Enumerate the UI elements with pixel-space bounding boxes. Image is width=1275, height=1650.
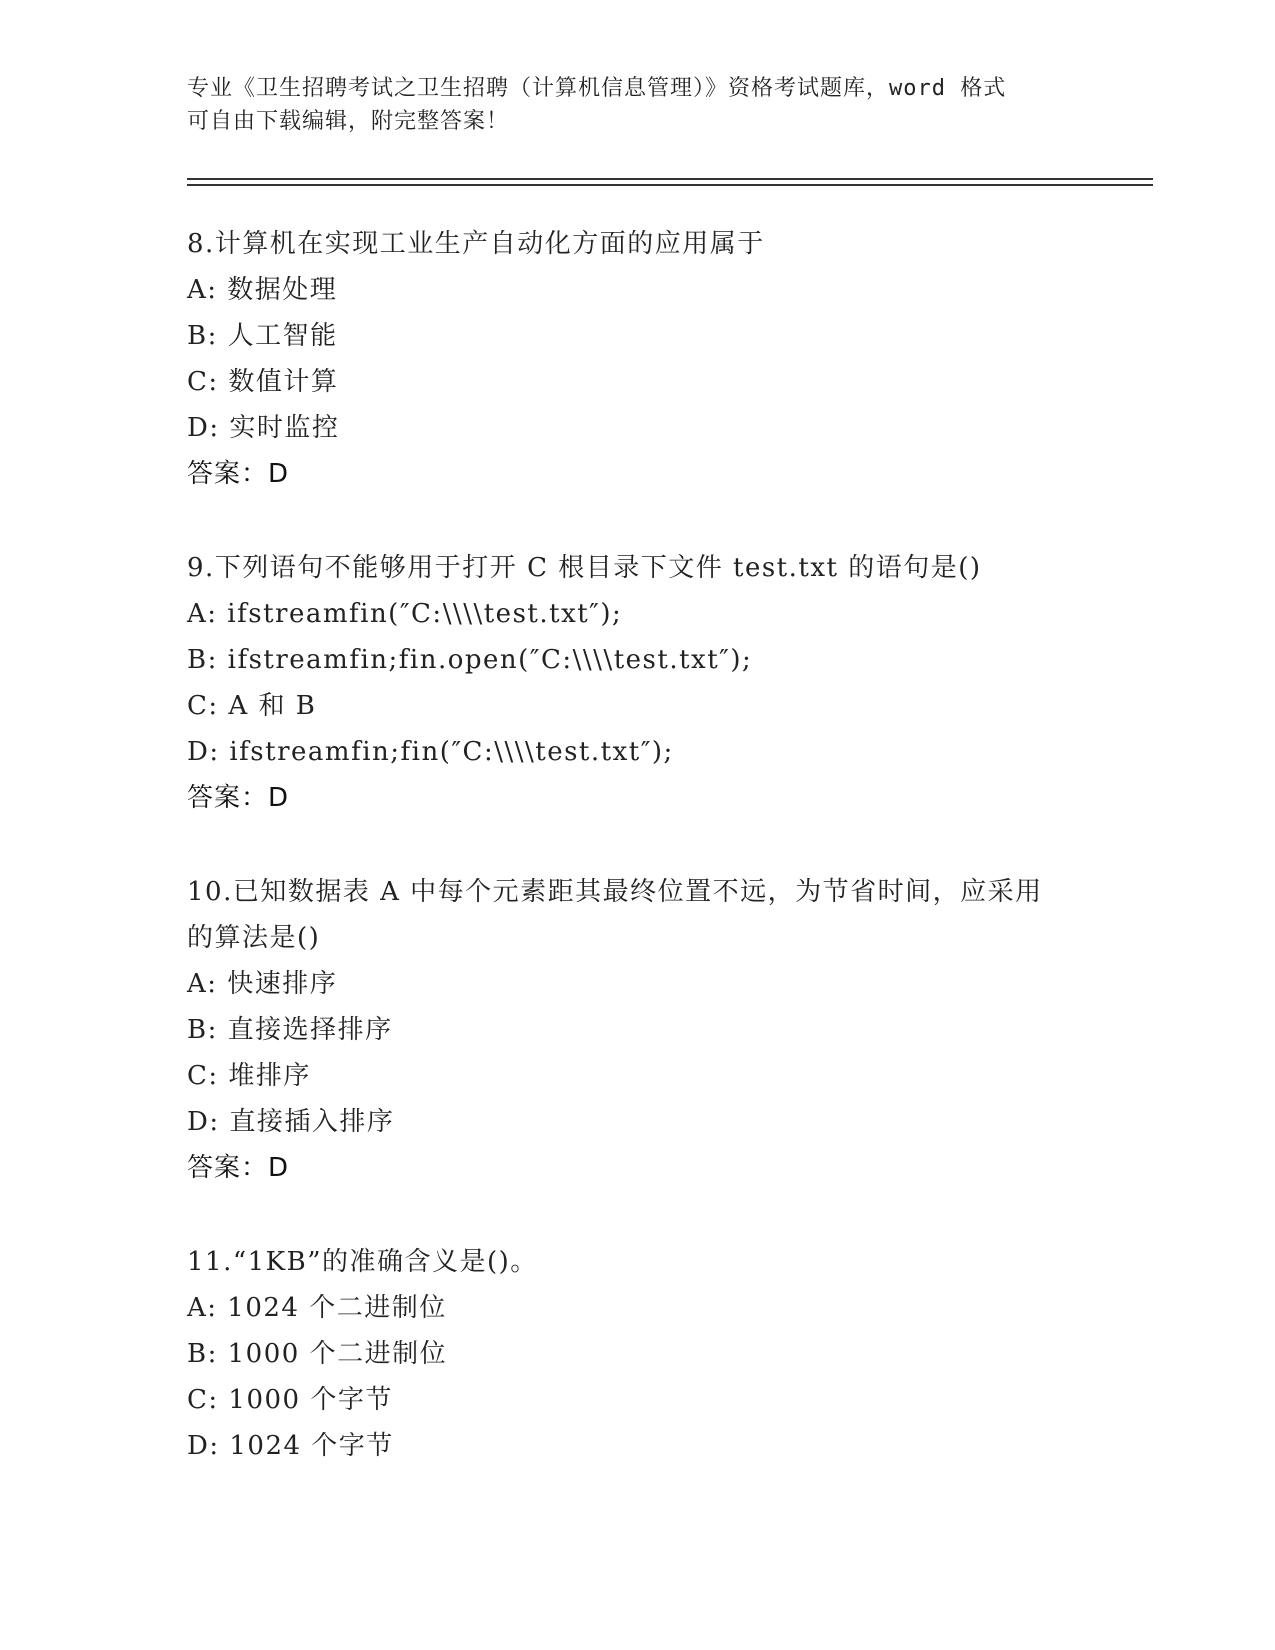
answer-line: 答案：D bbox=[187, 459, 290, 489]
question-9 bbox=[187, 545, 1087, 821]
option-d: D: 直接插入排序 bbox=[187, 1107, 395, 1137]
question-stem-line-2: 的算法是() bbox=[187, 923, 321, 953]
header-title-line-1: 专业《卫生招聘考试之卫生招聘（计算机信息管理）》资格考试题库，word 格式 bbox=[187, 76, 1007, 101]
option-a: A: 快速排序 bbox=[187, 969, 338, 999]
option-d: D: 实时监控 bbox=[187, 413, 340, 443]
option-a: A: ifstreamfin(″C:\\\\test.txt″); bbox=[187, 599, 623, 629]
option-c: C: 堆排序 bbox=[187, 1061, 311, 1091]
question-stem: 11.“1KB”的准确含义是()。 bbox=[187, 1247, 538, 1277]
option-b: B: 直接选择排序 bbox=[187, 1015, 393, 1045]
option-d: D: ifstreamfin;fin(″C:\\\\test.txt″); bbox=[187, 737, 674, 767]
option-a: A: 数据处理 bbox=[187, 275, 338, 305]
question-stem: 9.下列语句不能够用于打开 C 根目录下文件 test.txt 的语句是() bbox=[187, 553, 982, 583]
option-d: D: 1024 个字节 bbox=[187, 1431, 394, 1461]
option-c: C: 数值计算 bbox=[187, 367, 339, 397]
document-header bbox=[187, 72, 1087, 138]
question-8 bbox=[187, 221, 1087, 497]
question-10 bbox=[187, 869, 1087, 1191]
option-b: B: 1000 个二进制位 bbox=[187, 1339, 448, 1369]
option-c: C: A 和 B bbox=[187, 691, 317, 721]
question-stem-line-1: 10.已知数据表 A 中每个元素距其最终位置不远，为节省时间，应采用 bbox=[187, 877, 1043, 907]
question-11 bbox=[187, 1239, 1087, 1469]
option-a: A: 1024 个二进制位 bbox=[187, 1293, 447, 1323]
question-stem: 8.计算机在实现工业生产自动化方面的应用属于 bbox=[187, 229, 765, 259]
header-divider-bottom bbox=[187, 184, 1153, 186]
answer-line: 答案：D bbox=[187, 1153, 290, 1183]
option-c: C: 1000 个字节 bbox=[187, 1385, 393, 1415]
option-b: B: 人工智能 bbox=[187, 321, 338, 351]
header-divider-top bbox=[187, 178, 1153, 180]
answer-line: 答案：D bbox=[187, 783, 290, 813]
header-title-line-2: 可自由下载编辑，附完整答案！ bbox=[187, 109, 510, 134]
option-b: B: ifstreamfin;fin.open(″C:\\\\test.txt″); bbox=[187, 645, 753, 675]
